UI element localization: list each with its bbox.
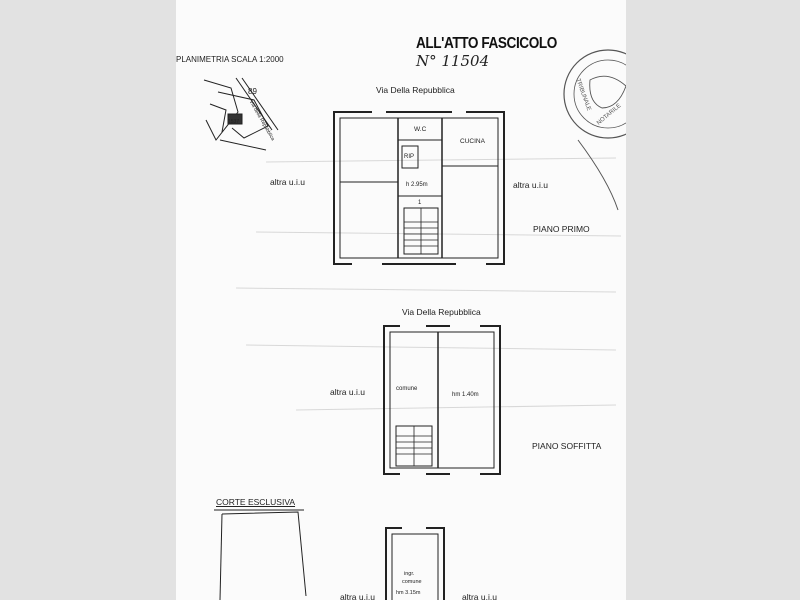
map-number: 89 <box>248 87 257 96</box>
room-kitchen: CUCINA <box>460 138 485 145</box>
notary-seal <box>564 50 626 210</box>
first-floor-left-label: altra u.i.u <box>270 177 305 187</box>
attic-floor-name: PIANO SOFFITTA <box>532 441 602 451</box>
map-parcel: 1537 <box>228 119 240 125</box>
first-floor-name: PIANO PRIMO <box>533 224 590 234</box>
seal-text-2: NOTARILE <box>596 102 623 127</box>
room-height: h 2.95m <box>406 182 428 188</box>
entrance-label-1: ingr. <box>404 571 415 577</box>
entrance-height: hm 3.15m <box>396 590 421 596</box>
attic-room-height: hm 1.40m <box>452 392 479 398</box>
first-floor-right-label: altra u.i.u <box>513 180 548 190</box>
attic-room-common: comune <box>396 386 418 392</box>
stamp-title: ALL'ATTO FASCICOLO <box>416 35 557 52</box>
document-page <box>176 0 626 600</box>
stair-marker: 1 <box>418 200 422 206</box>
map-street: Via della Repubblica <box>247 99 276 142</box>
exclusive-yard <box>214 510 306 600</box>
attic-street: Via Della Repubblica <box>402 307 481 317</box>
room-storage: RIP <box>404 154 415 160</box>
ground-right-label: altra u.i.u <box>462 592 497 600</box>
ground-left-label: altra u.i.u <box>340 592 375 600</box>
room-wc: W.C <box>414 126 427 133</box>
scale-label: PLANIMETRIA SCALA 1:2000 <box>176 55 284 64</box>
location-map <box>204 78 278 150</box>
attic-left-label: altra u.i.u <box>330 387 365 397</box>
entrance-label-2: comune <box>402 579 422 585</box>
stamp-number: N° 11504 <box>416 52 490 70</box>
yard-label: CORTE ESCLUSIVA <box>216 497 296 507</box>
first-floor-plan <box>334 112 504 264</box>
seal-text: TRIBUNALE <box>574 78 592 112</box>
first-floor-street: Via Della Repubblica <box>376 85 455 95</box>
